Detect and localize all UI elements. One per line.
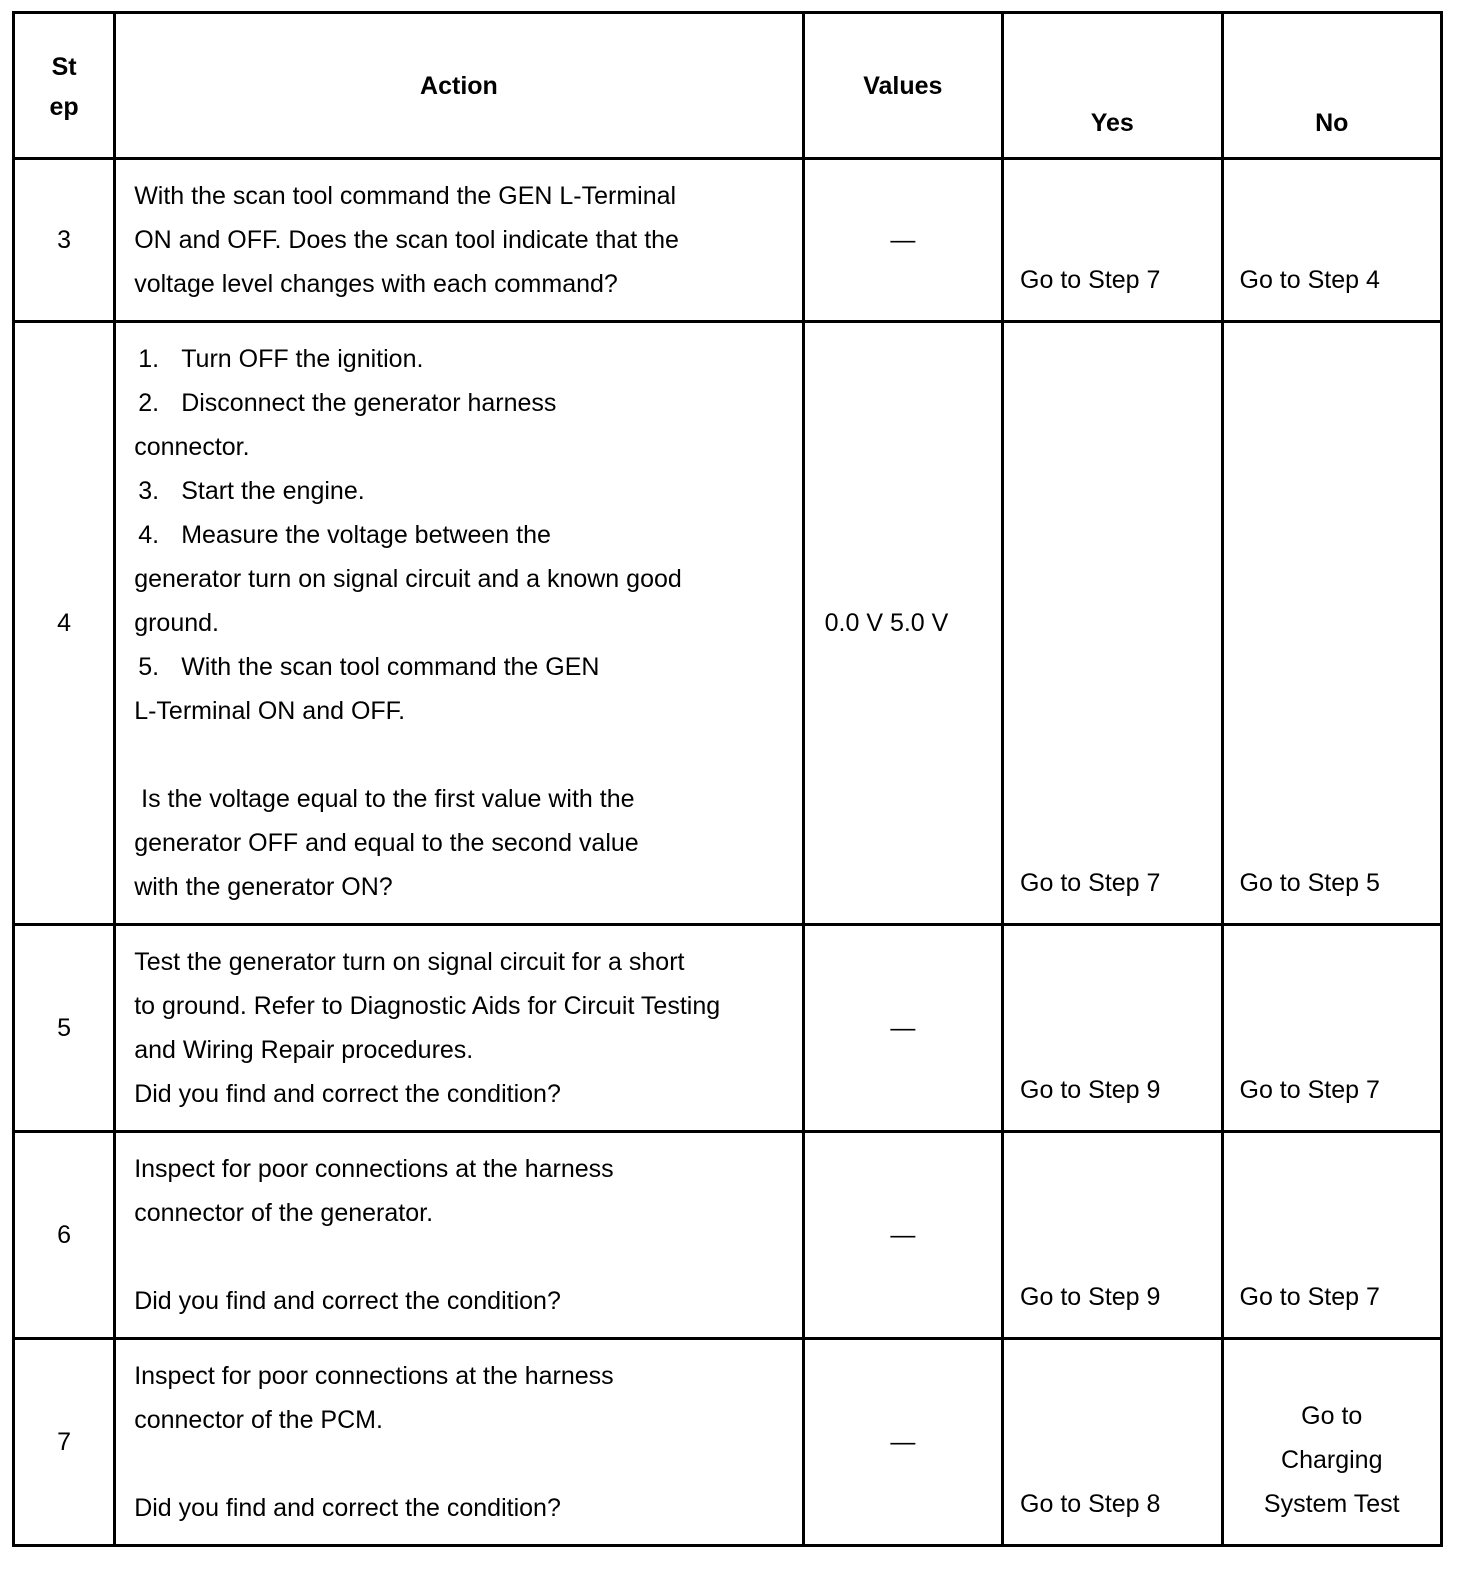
action-cell	[115, 1132, 803, 1339]
yes-cell: Go to Step 9	[1003, 925, 1222, 1132]
header-yes: Yes	[1003, 13, 1222, 159]
action-cell	[115, 159, 803, 322]
yes-cell: Go to Step 9	[1003, 1132, 1222, 1339]
step-number: 7	[14, 1339, 115, 1546]
list-text: Disconnect the generator harness	[181, 389, 557, 417]
no-line: System Test	[1263, 1490, 1400, 1518]
action-list-item	[134, 513, 789, 557]
yes-cell: Go to Step 8	[1003, 1339, 1222, 1546]
action-line: Did you find and correct the condition?	[134, 1080, 561, 1108]
action-cell	[115, 925, 803, 1132]
action-line: Inspect for poor connections at the harness	[134, 1155, 614, 1183]
action-line: With the scan tool command the GEN L-Terminal	[134, 182, 677, 210]
list-number: 1.	[138, 345, 160, 373]
no-line: Charging	[1281, 1446, 1383, 1474]
action-list-item	[134, 645, 789, 689]
action-line: generator turn on signal circuit and a known good	[134, 565, 682, 593]
action-list-item	[134, 469, 789, 513]
step-number: 5	[14, 925, 115, 1132]
action-cell	[115, 1339, 803, 1546]
action-line: to ground. Refer to Diagnostic Aids for Circuit Testing	[134, 992, 721, 1020]
no-cell: Go to Step 7	[1222, 1132, 1442, 1339]
step-number: 6	[14, 1132, 115, 1339]
spacer	[134, 1442, 789, 1486]
list-text: Turn OFF the ignition.	[181, 345, 424, 373]
diagnostic-table	[12, 11, 1443, 1547]
action-line: and Wiring Repair procedures.	[134, 1036, 474, 1064]
table-header-row	[14, 13, 1442, 159]
values-cell: —	[803, 925, 1002, 1132]
step-number: 3	[14, 159, 115, 322]
header-values: Values	[803, 13, 1002, 159]
action-line: ground.	[134, 609, 219, 637]
no-cell: Go to Step 4	[1222, 159, 1442, 322]
list-number: 3.	[138, 477, 160, 505]
no-line: Go to	[1301, 1402, 1363, 1430]
table-row	[14, 159, 1442, 322]
spacer	[134, 733, 789, 777]
action-line: L-Terminal ON and OFF.	[134, 697, 406, 725]
action-list-item	[134, 337, 789, 381]
list-text: Start the engine.	[181, 477, 365, 505]
yes-cell: Go to Step 7	[1003, 159, 1222, 322]
step-number: 4	[14, 322, 115, 925]
table-row	[14, 925, 1442, 1132]
header-step-line-1: St	[51, 52, 77, 81]
no-cell: Go to Step 7	[1222, 925, 1442, 1132]
list-number: 4.	[138, 521, 160, 549]
list-text: With the scan tool command the GEN	[181, 653, 600, 681]
values-cell: —	[803, 159, 1002, 322]
question-line: with the generator ON?	[134, 873, 393, 901]
table-row	[14, 1132, 1442, 1339]
no-cell: Go to Step 5	[1222, 322, 1442, 925]
action-line: voltage level changes with each command?	[134, 270, 618, 298]
header-action: Action	[115, 13, 803, 159]
header-step-line-2: ep	[49, 92, 79, 121]
list-number: 2.	[138, 389, 160, 417]
question-line: generator OFF and equal to the second value	[134, 829, 639, 857]
action-line: Did you find and correct the condition?	[134, 1494, 561, 1522]
values-cell: —	[803, 1339, 1002, 1546]
action-line: Did you find and correct the condition?	[134, 1287, 561, 1315]
action-list-item	[134, 381, 789, 425]
action-line: ON and OFF. Does the scan tool indicate that the	[134, 226, 679, 254]
action-line: Inspect for poor connections at the harness	[134, 1362, 614, 1390]
values-cell: —	[803, 1132, 1002, 1339]
question-line: Is the voltage equal to the first value with the	[134, 785, 635, 813]
table-row	[14, 322, 1442, 925]
spacer	[134, 1235, 789, 1279]
values-cell: 0.0 V 5.0 V	[803, 322, 1002, 925]
header-step	[14, 13, 115, 159]
action-line: Test the generator turn on signal circuit for a short	[134, 948, 685, 976]
list-text: Measure the voltage between the	[181, 521, 551, 549]
action-line: connector of the PCM.	[134, 1406, 383, 1434]
action-line: connector.	[134, 433, 250, 461]
table-row	[14, 1339, 1442, 1546]
action-cell	[115, 322, 803, 925]
action-line: connector of the generator.	[134, 1199, 434, 1227]
yes-cell: Go to Step 7	[1003, 322, 1222, 925]
list-number: 5.	[138, 653, 160, 681]
no-cell	[1222, 1339, 1442, 1546]
header-no: No	[1222, 13, 1442, 159]
